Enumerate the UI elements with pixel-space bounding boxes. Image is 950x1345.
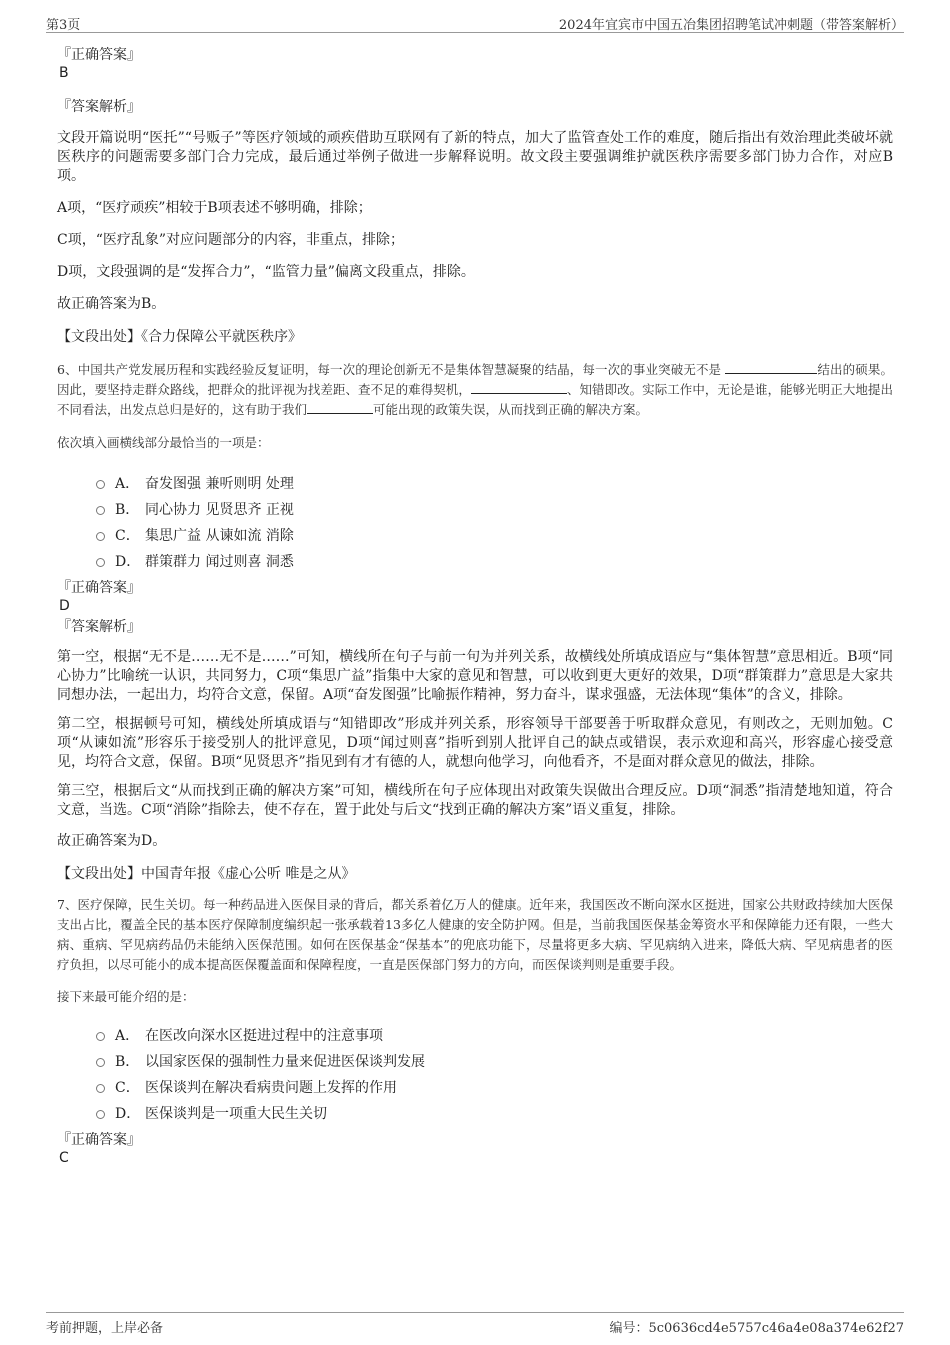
q7-answer: C (59, 1150, 69, 1166)
q5-analysis-p1: 文段开篇说明“医托”“号贩子”等医疗领域的顽疾借助互联网有了新的特点，加大了监管查处工作的难度，随后指出有效治理此类破坏就医秩序的问题需要多部门合力完成，最后通过举例子做进一步解释说明。故文段主要强调维护就医秩序需要多部门协力合作，对应B项。 (57, 130, 893, 184)
page-header (46, 10, 904, 33)
q6-analysis-label: 『答案解析』 (57, 619, 141, 635)
radio-icon[interactable] (96, 1032, 105, 1041)
page-content (57, 46, 893, 1167)
radio-icon[interactable] (96, 480, 105, 489)
q6-option-d[interactable]: D． 群策群力 闻过则喜 洞悉 (57, 549, 893, 575)
footer-slogan: 考前押题，上岸必备 (46, 1321, 164, 1336)
q5-answer-label: 『正确答案』 (57, 47, 141, 63)
q6-stem: 6、中国共产党发展历程和实践经验反复证明，每一次的理论创新无不是集体智慧凝聚的结晶，每一次的事业突破无不是 结出的硕果。因此，要坚持走群众路线，把群众的批评视为找差距、查不足的难得契机， 、知错即改。实际工作中，无论是谁，能够光明正大地提出不同看法，出发点总归是好的，这有助于我们 可能出现的政策失误，从而找到正确的解决方案。 (57, 362, 893, 417)
q6-blank-2 (471, 381, 567, 394)
q6-analysis-p2: 第二空，根据顿号可知，横线处所填成语与“知错即改”形成并列关系，形容领导干部要善于听取群众意见，有则改之，无则加勉。C项“从谏如流”形容乐于接受别人的批评意见，D项“闻过则喜”指听到别人批评自己的缺点或错误，表示欢迎和高兴，形容虚心接受意见，均符合文意，保留。B项“见贤思齐”指见到有才有德的人，就想向他学习，向他看齐，不是面对群众意见的做法，排除。 (57, 716, 893, 770)
q6-analysis-p1: 第一空，根据“无不是……无不是……”可知，横线所在句子与前一句为并列关系，故横线处所填成语应与“集体智慧”意思相近。B项“同心协力”比喻统一认识，共同努力，C项“集思广益”指集中大家的意见和智慧，可以收到更大更好的效果，D项“群策群力”意思是大家共同想办法，一起出力，均符合文意，保留。A项“奋发图强”比喻振作精神，努力奋斗，谋求强盛，无法体现“集体”的含义，排除。 (57, 649, 893, 703)
q5-analysis-p5: 故正确答案为B。 (57, 296, 166, 312)
radio-icon[interactable] (96, 558, 105, 567)
radio-icon[interactable] (96, 532, 105, 541)
q6-answer: D (59, 598, 70, 614)
q5-analysis-label: 『答案解析』 (57, 99, 141, 115)
radio-icon[interactable] (96, 1058, 105, 1067)
document-id: 编号：5c0636cd4e5757c46a4e08a374e62f27 (609, 1321, 904, 1336)
q7-prompt: 接下来最可能介绍的是： (57, 989, 195, 1004)
page-footer (46, 1312, 904, 1335)
q6-options (57, 471, 893, 575)
q7-option-c[interactable]: C． 医保谈判在解决看病贵问题上发挥的作用 (57, 1075, 893, 1101)
q7-option-b[interactable]: B． 以国家医保的强制性力量来促进医保谈判发展 (57, 1049, 893, 1075)
q7-options (57, 1023, 893, 1127)
q6-analysis-p3: 第三空，根据后文“从而找到正确的解决方案”可知，横线所在句子应体现出对政策失误做出合理反应。D项“洞悉”指清楚地知道，符合文意，当选。C项“消除”指除去，使不存在，置于此处与后文“找到正确的解决方案”语义重复，排除。 (57, 783, 893, 818)
q6-answer-label: 『正确答案』 (57, 580, 141, 596)
q6-blank-1 (725, 361, 817, 374)
document-title: 2024年宜宾市中国五冶集团招聘笔试冲刺题（带答案解析） (558, 18, 904, 33)
q7-answer-label: 『正确答案』 (57, 1132, 141, 1148)
q5-answer: B (59, 65, 69, 81)
q5-analysis-p2: A项，“医疗顽疾”相较于B项表述不够明确，排除； (57, 200, 372, 216)
radio-icon[interactable] (96, 506, 105, 515)
q6-option-a[interactable]: A． 奋发图强 兼听则明 处理 (57, 471, 893, 497)
q5-analysis-p3: C项，“医疗乱象”对应问题部分的内容，非重点，排除； (57, 232, 405, 248)
q6-prompt: 依次填入画横线部分最恰当的一项是： (57, 435, 270, 450)
q7-option-d[interactable]: D． 医保谈判是一项重大民生关切 (57, 1101, 893, 1127)
q6-blank-3 (307, 401, 373, 414)
q7-stem: 7、医疗保障，民生关切。每一种药品进入医保目录的背后，都关系着亿万人的健康。近年来，我国医改不断向深水区挺进，国家公共财政持续加大医保支出占比，覆盖全民的基本医疗保障制度编织起一张承载着13多亿人健康的安全防护网。但是，当前我国医保基金筹资水平和保障能力还有限，一些大病、重病、罕见病药品仍未能纳入医保范围。如何在医保基金“保基本”的兜底功能下，尽量将更多大病、罕见病纳入进来，降低大病、罕见病患者的医疗负担，以尽可能小的成本提高医保覆盖面和保障程度，一直是医保部门努力的方向，而医保谈判则是重要手段。 (57, 897, 893, 972)
q5-source: 【文段出处】《合力保障公平就医秩序》 (57, 329, 302, 345)
q7-option-a[interactable]: A． 在医改向深水区挺进过程中的注意事项 (57, 1023, 893, 1049)
radio-icon[interactable] (96, 1084, 105, 1093)
radio-icon[interactable] (96, 1110, 105, 1119)
q5-analysis-p4: D项，文段强调的是“发挥合力”，“监管力量”偏离文段重点，排除。 (57, 264, 475, 280)
q6-option-b[interactable]: B． 同心协力 见贤思齐 正视 (57, 497, 893, 523)
page-number: 第3页 (46, 18, 81, 33)
q6-option-c[interactable]: C． 集思广益 从谏如流 消除 (57, 523, 893, 549)
q6-analysis-p4: 故正确答案为D。 (57, 833, 167, 849)
q6-source: 【文段出处】中国青年报《虚心公听 唯是之从》 (57, 866, 356, 882)
